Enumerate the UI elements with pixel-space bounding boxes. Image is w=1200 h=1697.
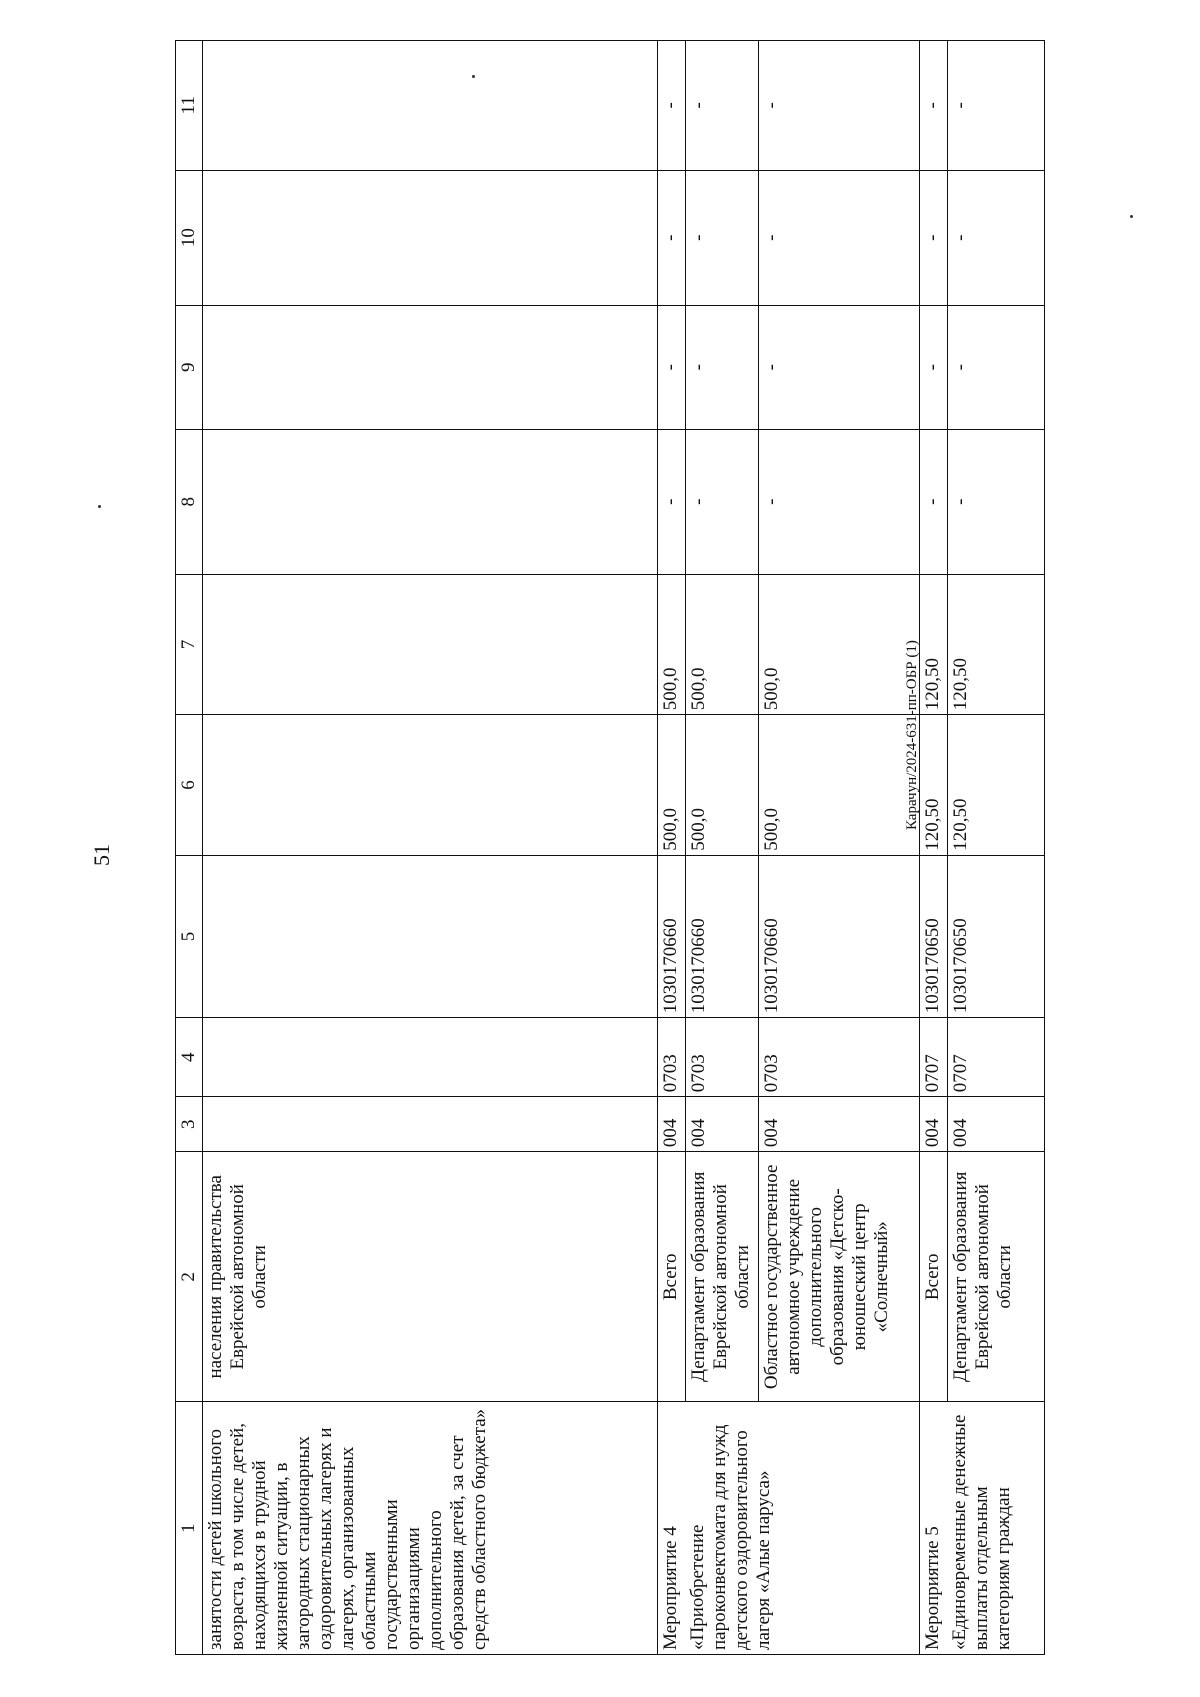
table-cell: 1030170650 bbox=[920, 855, 948, 1017]
table-cell: - bbox=[658, 41, 686, 171]
table-cell: - bbox=[920, 429, 948, 574]
table-cell: 004 bbox=[658, 1097, 686, 1152]
table-row bbox=[920, 41, 948, 1655]
table-cell: населения правительства Еврейской автономной области bbox=[203, 1152, 658, 1402]
scan-speck bbox=[472, 75, 475, 78]
table-cell bbox=[203, 1018, 658, 1097]
table-cell: - bbox=[947, 429, 1044, 574]
table-cell bbox=[203, 170, 658, 305]
table-row bbox=[947, 41, 1044, 1655]
table-cell: - bbox=[685, 305, 758, 429]
column-header: 4 bbox=[176, 1018, 203, 1097]
table-cell: 0703 bbox=[758, 1018, 920, 1097]
table-cell: Мероприятие 5 bbox=[920, 1402, 948, 1655]
budget-table bbox=[175, 40, 1045, 1655]
table-cell bbox=[203, 429, 658, 574]
column-header: 10 bbox=[176, 170, 203, 305]
table-cell: - bbox=[758, 170, 920, 305]
table-cell: Всего bbox=[920, 1152, 948, 1402]
table-cell: - bbox=[658, 170, 686, 305]
table-cell: - bbox=[658, 305, 686, 429]
scan-speck bbox=[1130, 215, 1133, 218]
table-cell bbox=[203, 574, 658, 715]
table-cell: 0707 bbox=[920, 1018, 948, 1097]
table-cell bbox=[203, 1097, 658, 1152]
table-cell: - bbox=[947, 170, 1044, 305]
table-cell: 004 bbox=[685, 1097, 758, 1152]
table-cell: 120,50 bbox=[920, 574, 948, 715]
table-cell: - bbox=[947, 305, 1044, 429]
table-cell: 0703 bbox=[658, 1018, 686, 1097]
table-cell: - bbox=[685, 170, 758, 305]
table-cell: - bbox=[920, 305, 948, 429]
table-cell: - bbox=[685, 41, 758, 171]
table-cell: 500,0 bbox=[685, 574, 758, 715]
header-row bbox=[176, 41, 203, 1655]
table-cell: - bbox=[947, 41, 1044, 171]
column-header: 2 bbox=[176, 1152, 203, 1402]
table-cell: 004 bbox=[920, 1097, 948, 1152]
table-row bbox=[203, 41, 658, 1655]
table-cell: Мероприятие 4 bbox=[658, 1402, 686, 1655]
column-header: 3 bbox=[176, 1097, 203, 1152]
table-cell bbox=[203, 305, 658, 429]
table-cell: 500,0 bbox=[685, 715, 758, 856]
table-row bbox=[658, 41, 686, 1655]
table-cell bbox=[203, 41, 658, 171]
table-cell: 0703 bbox=[685, 1018, 758, 1097]
table-cell: 0707 bbox=[947, 1018, 1044, 1097]
table-cell bbox=[203, 715, 658, 856]
table-cell: Департамент образования Еврейской автономной области bbox=[685, 1152, 758, 1402]
column-header: 8 bbox=[176, 429, 203, 574]
table-cell: 500,0 bbox=[758, 574, 920, 715]
table-cell: 1030170660 bbox=[758, 855, 920, 1017]
column-header: 5 bbox=[176, 855, 203, 1017]
table-cell: 500,0 bbox=[658, 715, 686, 856]
table-cell: 500,0 bbox=[758, 715, 920, 856]
column-header: 11 bbox=[176, 41, 203, 171]
column-header: 6 bbox=[176, 715, 203, 856]
table-cell: - bbox=[758, 41, 920, 171]
table-cell: - bbox=[685, 429, 758, 574]
table-cell: 120,50 bbox=[947, 715, 1044, 856]
table-cell: занятости детей школьного возраста, в том числе детей, находящихся в трудной жизненной ситуации, в загородных стационарных оздоровительных лагерях и лагерях, организованных областными государственными организациями дополнительного образования детей, за счет средств областного бюджета» bbox=[203, 1402, 658, 1655]
column-header: 7 bbox=[176, 574, 203, 715]
table-cell: 004 bbox=[758, 1097, 920, 1152]
table-cell: Всего bbox=[658, 1152, 686, 1402]
table-cell: 1030170660 bbox=[685, 855, 758, 1017]
table-cell bbox=[203, 855, 658, 1017]
column-header: 1 bbox=[176, 1402, 203, 1655]
table-cell: 120,50 bbox=[920, 715, 948, 856]
table-row bbox=[685, 41, 758, 1655]
table-cell: Департамент образования Еврейской автономной области bbox=[947, 1152, 1044, 1402]
table-cell: - bbox=[920, 41, 948, 171]
budget-table-container bbox=[175, 40, 1045, 1655]
page-number: 51 bbox=[89, 844, 114, 866]
table-cell: - bbox=[920, 170, 948, 305]
table-cell: 1030170660 bbox=[658, 855, 686, 1017]
table-cell: - bbox=[758, 305, 920, 429]
table-cell: 004 bbox=[947, 1097, 1044, 1152]
table-cell: - bbox=[658, 429, 686, 574]
table-cell: Областное государственное автономное учреждение дополнительного образования «Детско-юношеский центр «Солнечный» bbox=[758, 1152, 920, 1402]
scan-speck bbox=[98, 505, 101, 508]
table-cell: 1030170650 bbox=[947, 855, 1044, 1017]
table-cell: 120,50 bbox=[947, 574, 1044, 715]
document-code: Карачун/2024-631-пп-ОБР (1) bbox=[904, 640, 920, 830]
table-cell: «Приобретение пароконвектомата для нужд детского оздоровительного лагеря «Алые паруса» bbox=[685, 1402, 919, 1655]
table-cell: «Единовременные денежные выплаты отдельным категориям граждан bbox=[947, 1402, 1044, 1655]
table-cell: - bbox=[758, 429, 920, 574]
column-header: 9 bbox=[176, 305, 203, 429]
table-cell: 500,0 bbox=[658, 574, 686, 715]
